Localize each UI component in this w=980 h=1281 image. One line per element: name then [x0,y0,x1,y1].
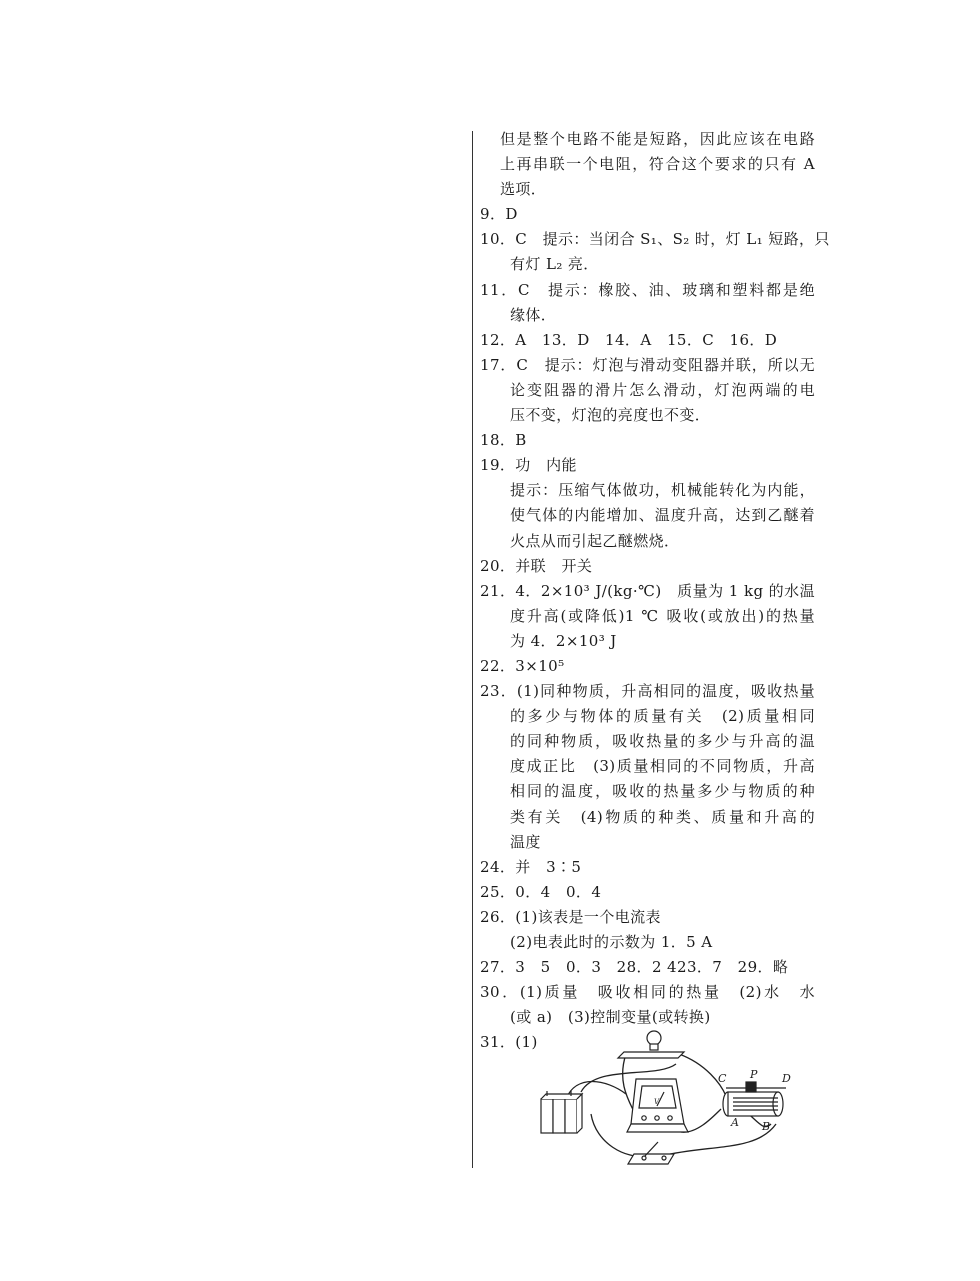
voltmeter-label: V [654,1098,660,1106]
rheostat-icon [723,1082,786,1116]
answer-line: 26．(1)该表是一个电流表 [480,907,661,926]
answer-line: 9．D [480,205,518,224]
answer-line: 的同种物质，吸收热量的多少与升高的温 [510,732,815,751]
label-c: C [718,1072,727,1085]
answer-line: 11．C 提示：橡胶、油、玻璃和塑料都是绝 [480,280,815,299]
answer-line: 31．(1) [480,1033,538,1052]
answer-line: 度升高(或降低)1 ℃ 吸收(或放出)的热量 [510,606,815,625]
circuit-diagram [536,1024,816,1172]
answer-line: 24．并 3∶5 [480,857,582,876]
answer-line: 30．(1)质量 吸收相同的热量 (2)水 水 [480,983,815,1002]
switch-icon [628,1142,674,1164]
answer-line: 17．C 提示：灯泡与滑动变阻器并联，所以无 [480,355,815,374]
answer-line: 18．B [480,431,527,450]
answer-line: 27．3 5 0．3 28．2 423．7 29．略 [480,958,789,977]
answer-line: 使气体的内能增加、温度升高，达到乙醚着 [510,506,815,525]
answer-line: 但是整个电路不能是短路，因此应该在电路 [500,130,815,148]
answer-line: 火点从而引起乙醚燃烧． [510,531,680,550]
answer-line: 度成正比 (3)质量相同的不同物质，升高 [510,757,815,776]
answer-line: 有灯 L₂ 亮． [510,255,599,274]
answer-line: 相同的温度，吸收的热量多少与物质的种 [510,782,815,801]
answer-line: 的多少与物体的质量有关 (2)质量相同 [510,707,815,726]
answer-line: 25．0．4 0．4 [480,882,602,901]
answer-line: 类有关 (4)物质的种类、质量和升高的 [510,807,815,826]
answer-column [480,127,830,1055]
battery-icon [541,1091,582,1133]
answer-line: 为 4．2×10³ J [510,631,617,650]
answer-line: 温度 [510,832,541,851]
answer-line: 选项． [500,180,547,199]
answer-line: 缘体． [510,305,557,324]
answer-line: 22．3×10⁵ [480,656,565,675]
answer-line: 10．C 提示：当闭合 S₁、S₂ 时，灯 L₁ 短路，只 [480,230,830,249]
label-b: B [762,1120,771,1133]
label-d: D [782,1072,791,1085]
answer-line: 论变阻器的滑片怎么滑动，灯泡两端的电 [510,380,815,399]
answer-line: 23．(1)同种物质，升高相同的温度，吸收热量 [480,682,815,701]
column-divider [472,131,473,1168]
answer-line: 19．功 内能 [480,456,577,475]
answer-line: 21．4．2×10³ J/(kg·℃) 质量为 1 kg 的水温 [480,581,815,600]
answer-line: 提示：压缩气体做功，机械能转化为内能， [510,481,815,500]
label-p: P [750,1068,758,1081]
answer-line: 压不变，灯泡的亮度也不变． [510,406,711,425]
answer-line: 12．A 13．D 14．A 15．C 16．D [480,330,778,349]
answer-line: (或 a) (3)控制变量(或转换) [510,1008,711,1027]
answer-line: 20．并联 开关 [480,556,593,575]
lamp-icon [618,1031,684,1058]
answer-line: (2)电表此时的示数为 1．5 A [510,933,713,951]
label-a: A [731,1116,739,1129]
answer-line: 上再串联一个电阻，符合这个要求的只有 A [500,155,815,174]
